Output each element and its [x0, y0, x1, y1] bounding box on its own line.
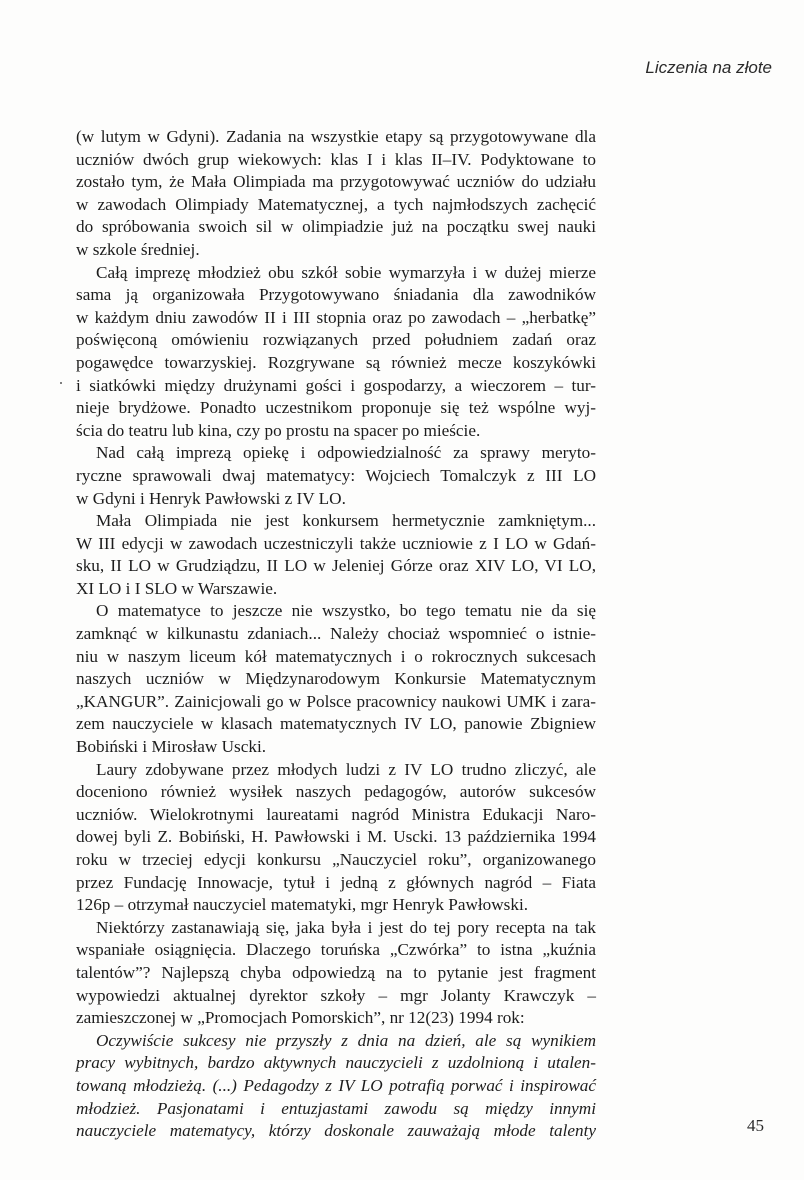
text-line: do spróbowania swoich sil w olimpiadzie już na początku swej nauki	[76, 217, 596, 237]
text-line: nauczyciele matematycy, którzy doskonale zauważają młode talenty	[76, 1121, 596, 1141]
text-line: Nad całą imprezą opiekę i odpowiedzialność za sprawy meryto-	[96, 443, 596, 463]
text-line: towaną młodzieżą. (...) Pedagodzy z IV LO potrafią porwać i inspirować	[76, 1075, 596, 1095]
text-line: nieje brydżowe. Ponadto uczestnikom proponuje się też wspólne wyj-	[76, 398, 596, 418]
text-line: doceniono również wysiłek naszych pedagogów, autorów sukcesów	[76, 782, 596, 802]
text-line: w każdym dniu zawodów II i III stopnia oraz po zawodach – „herbatkę”	[76, 307, 596, 327]
running-header: Liczenia na złote	[645, 58, 772, 77]
text-line: O matematyce to jeszcze nie wszystko, bo tego tematu nie da się	[96, 601, 596, 621]
text-line: W III edycji w zawodach uczestniczyli także uczniowie z I LO w Gdań-	[76, 533, 596, 553]
text-line: wspaniałe osiągnięcia. Dlaczego toruńska „Czwórka” to istna „kuźnia	[76, 940, 596, 960]
text-line: niu w naszym liceum kół matematycznych i o rokrocznych sukcesach	[76, 646, 596, 666]
text-line: Niektórzy zastanawiają się, jaka była i jest do tej pory recepta na tak	[96, 917, 596, 937]
text-line: wypowiedzi aktualnej dyrektor szkoły – mgr Jolanty Krawczyk –	[76, 985, 596, 1005]
text-line: w Gdyni i Henryk Pawłowski z IV LO.	[76, 488, 346, 508]
text-line: poświęconą omówieniu rozwiązanych przed południem zadań oraz	[76, 330, 596, 350]
text-line: i siatkówki między drużynami gości i gospodarzy, a wieczorem – tur-	[76, 375, 596, 395]
text-line: Oczywiście sukcesy nie przyszły z dnia na dzień, ale są wynikiem	[96, 1030, 596, 1050]
text-line: sama ją organizowała Przygotowywano śniadania dla zawodników	[76, 285, 596, 305]
text-line: uczniów. Wielokrotnymi laureatami nagród Ministra Edukacji Naro-	[76, 804, 596, 824]
text-line: zem nauczyciele w klasach matematycznych IV LO, panowie Zbigniew	[76, 714, 596, 734]
text-line: pracy wybitnych, bardzo aktywnych nauczycieli z uzdolnioną i utalen-	[76, 1053, 596, 1073]
text-line: ścia do teatru lub kina, czy po prostu na spacer po mieście.	[76, 420, 481, 440]
text-line: zamieszczonej w „Promocjach Pomorskich”, nr 12(23) 1994 rok:	[76, 1008, 525, 1028]
text-line: talentów”? Najlepszą chyba odpowiedzą na to pytanie jest fragment	[76, 962, 596, 982]
text-line: naszych uczniów w Międzynarodowym Konkursie Matematycznym	[76, 669, 596, 689]
text-line: uczniów dwóch grup wiekowych: klas I i klas II–IV. Podyktowane to	[76, 149, 596, 169]
text-line: XI LO i I SLO w Warszawie.	[76, 578, 278, 598]
text-line: 126p – otrzymał nauczyciel matematyki, mgr Henryk Pawłowski.	[76, 895, 529, 915]
text-line: zamknąć w kilkunastu zdaniach... Należy chociaż wspomnieć o istnie-	[76, 624, 596, 644]
text-line: w szkole średniej.	[76, 239, 200, 259]
text-line: Bobiński i Mirosław Uscki.	[76, 737, 267, 757]
text-line: sku, II LO w Grudziądzu, II LO w Jeleniej Górze oraz XIV LO, VI LO,	[76, 556, 596, 576]
text-line: dowej byli Z. Bobiński, H. Pawłowski i M. Uscki. 13 października 1994	[76, 827, 596, 847]
text-line: młodzież. Pasjonatami i entuzjastami zawodu są między innymi	[76, 1098, 596, 1118]
text-line: ryczne sprawowali dwaj matematycy: Wojciech Tomalczyk z III LO	[76, 465, 596, 485]
page-number: 45	[747, 1116, 764, 1135]
text-line: Całą imprezę młodzież obu szkół sobie wymarzyła i w dużej mierze	[96, 262, 596, 282]
text-line: (w lutym w Gdyni). Zadania na wszystkie etapy są przygotowywane dla	[76, 127, 596, 146]
text-line: roku w trzeciej edycji konkursu „Nauczyciel roku”, organizowanego	[76, 850, 596, 869]
text-line: Laury zdobywane przez młodych ludzi z IV LO trudno zliczyć, ale	[96, 759, 596, 779]
margin-mark	[60, 382, 62, 384]
text-line: zostało tym, że Mała Olimpiada ma przygotowywać uczniów do udziału	[76, 172, 596, 192]
body-text	[76, 126, 596, 1143]
text-line: „KANGUR”. Zainicjowali go w Polsce pracownicy naukowi UMK i zara-	[76, 691, 596, 711]
text-line: w zawodach Olimpiady Matematycznej, a tych najmłodszych zachęcić	[76, 194, 596, 214]
text-line: pogawędce towarzyskiej. Rozgrywane są również mecze koszykówki	[76, 352, 596, 372]
text-line: Mała Olimpiada nie jest konkursem hermetycznie zamkniętym...	[96, 511, 596, 531]
text-line: przez Fundację Innowacje, tytuł i jedną z głównych nagród – Fiata	[76, 872, 596, 892]
